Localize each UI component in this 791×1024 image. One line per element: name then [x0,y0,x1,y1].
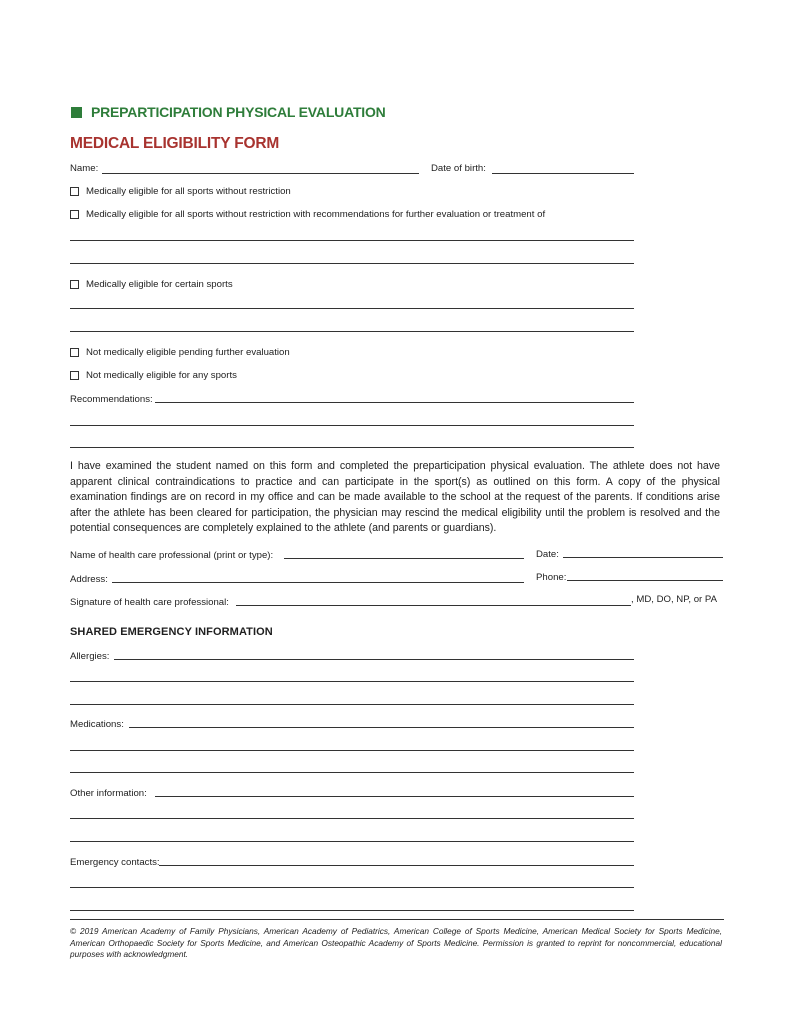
other-information-label: Other information: [70,788,147,799]
allergies-field[interactable] [114,659,634,660]
other-information-field[interactable] [155,796,634,797]
checkbox[interactable] [70,187,79,196]
emergency-section-title: SHARED EMERGENCY INFORMATION [70,626,273,638]
emergency-contacts-label: Emergency contacts: [70,857,160,868]
dob-label: Date of birth: [431,163,486,174]
option-eligible-all-with-recommendations [70,209,545,220]
name-field[interactable] [102,173,419,174]
option-eligible-certain [70,279,233,290]
address-field[interactable] [112,582,524,583]
writing-line[interactable] [70,308,634,309]
writing-line[interactable] [70,887,634,888]
option-eligible-all [70,186,291,197]
signature-label: Signature of health care professional: [70,597,229,608]
section-title: PREPARTICIPATION PHYSICAL EVALUATION [91,104,386,120]
checkbox[interactable] [70,210,79,219]
option-label: Medically eligible for certain sports [86,279,233,290]
checkbox[interactable] [70,280,79,289]
name-label: Name: [70,163,99,174]
checkbox[interactable] [70,371,79,380]
date-field[interactable] [563,557,723,558]
writing-line[interactable] [70,240,634,241]
option-label: Not medically eligible pending further evaluation [86,347,290,358]
writing-line[interactable] [70,425,634,426]
medications-label: Medications: [70,719,124,730]
writing-line[interactable] [70,681,634,682]
option-not-eligible-any [70,370,237,381]
phone-label: Phone: [536,572,567,583]
credentials-label: , MD, DO, NP, or PA [631,594,718,605]
option-label: Medically eligible for all sports without restriction with recommendations for further evaluation or treatment of [86,209,546,220]
writing-line[interactable] [70,910,634,911]
phone-field[interactable] [567,580,723,581]
option-label: Medically eligible for all sports without restriction [86,186,291,197]
writing-line[interactable] [70,447,634,448]
dob-field[interactable] [492,173,634,174]
emergency-contacts-field[interactable] [159,865,634,866]
copyright-footer: © 2019 American Academy of Family Physicians, American Academy of Pediatrics, American College of Sports Medicine, American Medical Society for Sports Medicine, American Orthopaedic Society for Sports Medicine, and American Osteopathic Academy of Sports Medicine. Permission is granted to reprint for noncommercial, educational purposes with acknowledgment. [70,926,722,959]
option-not-eligible-pending [70,347,290,358]
writing-line[interactable] [70,750,634,751]
provider-name-label: Name of health care professional (print or type): [70,550,274,561]
writing-line[interactable] [70,263,634,264]
signature-field[interactable] [236,605,631,606]
section-header [71,104,386,120]
footer-divider [70,919,724,920]
recommendations-label: Recommendations: [70,394,153,405]
attestation-statement: I have examined the student named on this form and completed the preparticipation physical evaluation. The athlete does not have apparent clinical contraindications to practice and can participate in the sport(s) as outlined on this form. A copy of the physical examination findings are on record in my office and can be made available to the school at the request of the parents. If conditions arise after the athlete has been cleared for participation, the physician may rescind the medical eligibility until the problem is resolved and the potential consequences are completely explained to the athlete (and parents or guardians). [70,460,720,534]
writing-line[interactable] [70,818,634,819]
date-label: Date: [536,549,559,560]
green-square-icon [71,107,82,118]
recommendations-field[interactable] [155,402,634,403]
address-label: Address: [70,574,108,585]
allergies-label: Allergies: [70,651,110,662]
provider-name-field[interactable] [284,558,524,559]
writing-line[interactable] [70,704,634,705]
checkbox[interactable] [70,348,79,357]
writing-line[interactable] [70,841,634,842]
writing-line[interactable] [70,331,634,332]
writing-line[interactable] [70,772,634,773]
form-title: MEDICAL ELIGIBILITY FORM [70,135,280,152]
option-label: Not medically eligible for any sports [86,370,237,381]
medications-field[interactable] [129,727,634,728]
